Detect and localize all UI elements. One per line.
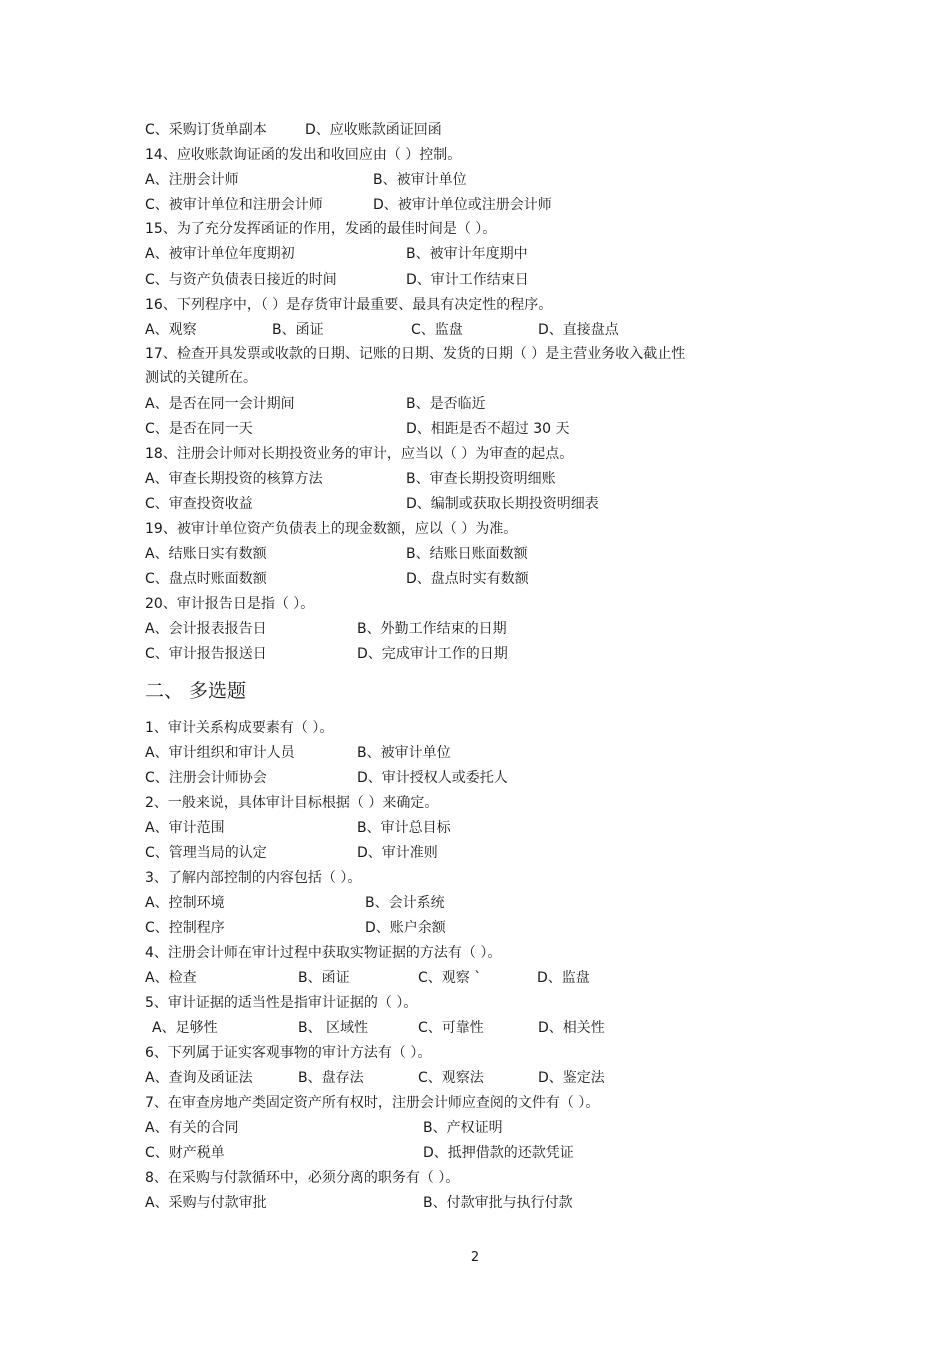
option-a: A、注册会计师 bbox=[145, 172, 239, 188]
option-a: A、是否在同一会计期间 bbox=[145, 396, 295, 412]
option-c: C、采购订货单副本 bbox=[145, 122, 267, 138]
option-d: D、完成审计工作的日期 bbox=[357, 646, 508, 662]
option-d: D、审计授权人或委托人 bbox=[357, 770, 508, 786]
option-c: C、审计报告报送日 bbox=[145, 646, 267, 662]
option-b: B、产权证明 bbox=[423, 1120, 503, 1136]
option-a: A、采购与付款审批 bbox=[145, 1195, 267, 1211]
option-a: A、审计范围 bbox=[145, 820, 225, 836]
option-d: D、被审计单位或注册会计师 bbox=[373, 197, 552, 213]
option-a: A、控制环境 bbox=[145, 895, 225, 911]
option-a: A、结账日实有数额 bbox=[145, 546, 267, 562]
option-c: C、是否在同一天 bbox=[145, 421, 253, 437]
option-c: C、审查投资收益 bbox=[145, 496, 253, 512]
option-b: B、审计总目标 bbox=[357, 820, 451, 836]
option-b: B、会计系统 bbox=[365, 895, 445, 911]
option-c: C、被审计单位和注册会计师 bbox=[145, 197, 323, 213]
option-c: C、管理当局的认定 bbox=[145, 845, 267, 861]
option-c: C、财产税单 bbox=[145, 1145, 225, 1161]
option-b: B、 区域性 bbox=[298, 1020, 369, 1036]
option-a: A、会计报表报告日 bbox=[145, 621, 267, 637]
option-a: A、足够性 bbox=[152, 1020, 218, 1036]
option-c: C、注册会计师协会 bbox=[145, 770, 267, 786]
option-b: B、函证 bbox=[298, 970, 350, 986]
option-d: D、监盘 bbox=[537, 970, 590, 986]
option-a: A、审计组织和审计人员 bbox=[145, 745, 295, 761]
option-b: B、审查长期投资明细账 bbox=[406, 471, 556, 487]
option-a: A、审查长期投资的核算方法 bbox=[145, 471, 323, 487]
section-heading: 二、 多选题 bbox=[145, 680, 247, 702]
option-c: C、与资产负债表日接近的时间 bbox=[145, 272, 337, 288]
option-a: A、查询及函证法 bbox=[145, 1070, 253, 1086]
option-c: C、盘点时账面数额 bbox=[145, 571, 267, 587]
option-c: C、监盘 bbox=[411, 322, 463, 338]
option-d: D、抵押借款的还款凭证 bbox=[423, 1145, 574, 1161]
option-d: D、审计准则 bbox=[357, 845, 438, 861]
option-d: D、鉴定法 bbox=[538, 1070, 605, 1086]
option-d: D、直接盘点 bbox=[538, 322, 619, 338]
option-d: D、审计工作结束日 bbox=[406, 272, 529, 288]
option-c: C、观察 ` bbox=[418, 970, 482, 986]
option-a: A、检查 bbox=[145, 970, 197, 986]
option-c: C、观察法 bbox=[418, 1070, 484, 1086]
option-b: B、被审计单位 bbox=[357, 745, 451, 761]
page-number: 2 bbox=[470, 1250, 480, 1265]
option-b: B、盘存法 bbox=[298, 1070, 364, 1086]
option-d: D、应收账款函证回函 bbox=[305, 122, 442, 138]
option-b: B、是否临近 bbox=[406, 396, 486, 412]
option-b: B、外勤工作结束的日期 bbox=[357, 621, 507, 637]
option-b: B、付款审批与执行付款 bbox=[423, 1195, 573, 1211]
option-b: B、被审计年度期中 bbox=[406, 246, 528, 262]
option-d: D、编制或获取长期投资明细表 bbox=[406, 496, 599, 512]
option-d: D、账户余额 bbox=[365, 920, 446, 936]
option-a: A、观察 bbox=[145, 322, 197, 338]
option-c: C、可靠性 bbox=[418, 1020, 484, 1036]
option-d: D、盘点时实有数额 bbox=[406, 571, 529, 587]
option-b: B、函证 bbox=[272, 322, 324, 338]
document-page: C、采购订货单副本 D、应收账款函证回函 14、应收账款询证函的发出和收回应由（ ）控制。 A、注册会计师 B、被审计单位 C、被审计单位和注册会计师 D、被审计单位或注册会计师 15、为了充分发挥函证的作用，发函的最佳时间是（ ）。 A、被审计单位年度期初 B、被审计年度期中 C、与资产负债表日接近的时间 D、审计工作结束日 16、下列程序中，（ ）是存货审计最重要、最具有决定性的程序。 A、观察 B、函证 C、监盘 D、直接盘点 17、检查开具发票或收款的日期、记账的日期、发货的日期（ ）是主营业务收入截止性 测试的关键所在。 A、是否在同一会计期间 B、是否临近 C、是否在同一天 D、相距是否不超过 30 天 18、注册会计师对长期投资业务的审计，应当以（ ）为审查的起点。 A、审查长期投资的核算方法 B、审查长期投资明细账 C、审查投资收益 D、编制或获取长期投资明细表 19、被审计单位资产负债表上的现金数额，应以（ ）为准。 A、结账日实有数额 B、结账日账面数额 C、盘点时账面数额 D、盘点时实有数额 20、审计报告日是指（ ）。 A、会计报表报告日 B、外勤工作结束的日期 C、审计报告报送日 D、完成审计工作的日期 二、 多选题 1、审计关系构成要素有（ ）。 A、审计组织和审计人员 B、被审计单位 C、注册会计师协会 D、审计授权人或委托人 2、一般来说，具体审计目标根据（ ）来确定。 A、审计范围 B、审计总目标 C、管理当局的认定 D、审计准则 3、了解内部控制的内容包括（ ）。 A、控制环境 B、会计系统 C、控制程序 D、账户余额 4、注册会计师在审计过程中获取实物证据的方法有（ ）。 A、检查 B、函证 C、观察 ` D、监盘 5、审计证据的适当性是指审计证据的（ ）。 A、足够性 B、 区域性 C、可靠性 D、相关性 6、下列属于证实客观事物的审计方法有（ ）。 A、查询及函证法 B、盘存法 C、观察法 D、鉴定法 7、在审查房地产类固定资产所有权时，注册会计师应查阅的文件有（ ）。 A、有关的合同 B、产权证明 C、财产税单 D、抵押借款的还款凭证 8、在采购与付款循环中，必须分离的职务有（ ）。 A、采购与付款审批 B、付款审批与执行付款 2 bbox=[0, 0, 950, 1345]
option-b: B、结账日账面数额 bbox=[406, 546, 528, 562]
option-c: C、控制程序 bbox=[145, 920, 225, 936]
option-b: B、被审计单位 bbox=[373, 172, 467, 188]
option-a: A、被审计单位年度期初 bbox=[145, 246, 295, 262]
option-d: D、相关性 bbox=[538, 1020, 605, 1036]
option-a: A、有关的合同 bbox=[145, 1120, 239, 1136]
option-d: D、相距是否不超过 30 天 bbox=[406, 421, 570, 437]
